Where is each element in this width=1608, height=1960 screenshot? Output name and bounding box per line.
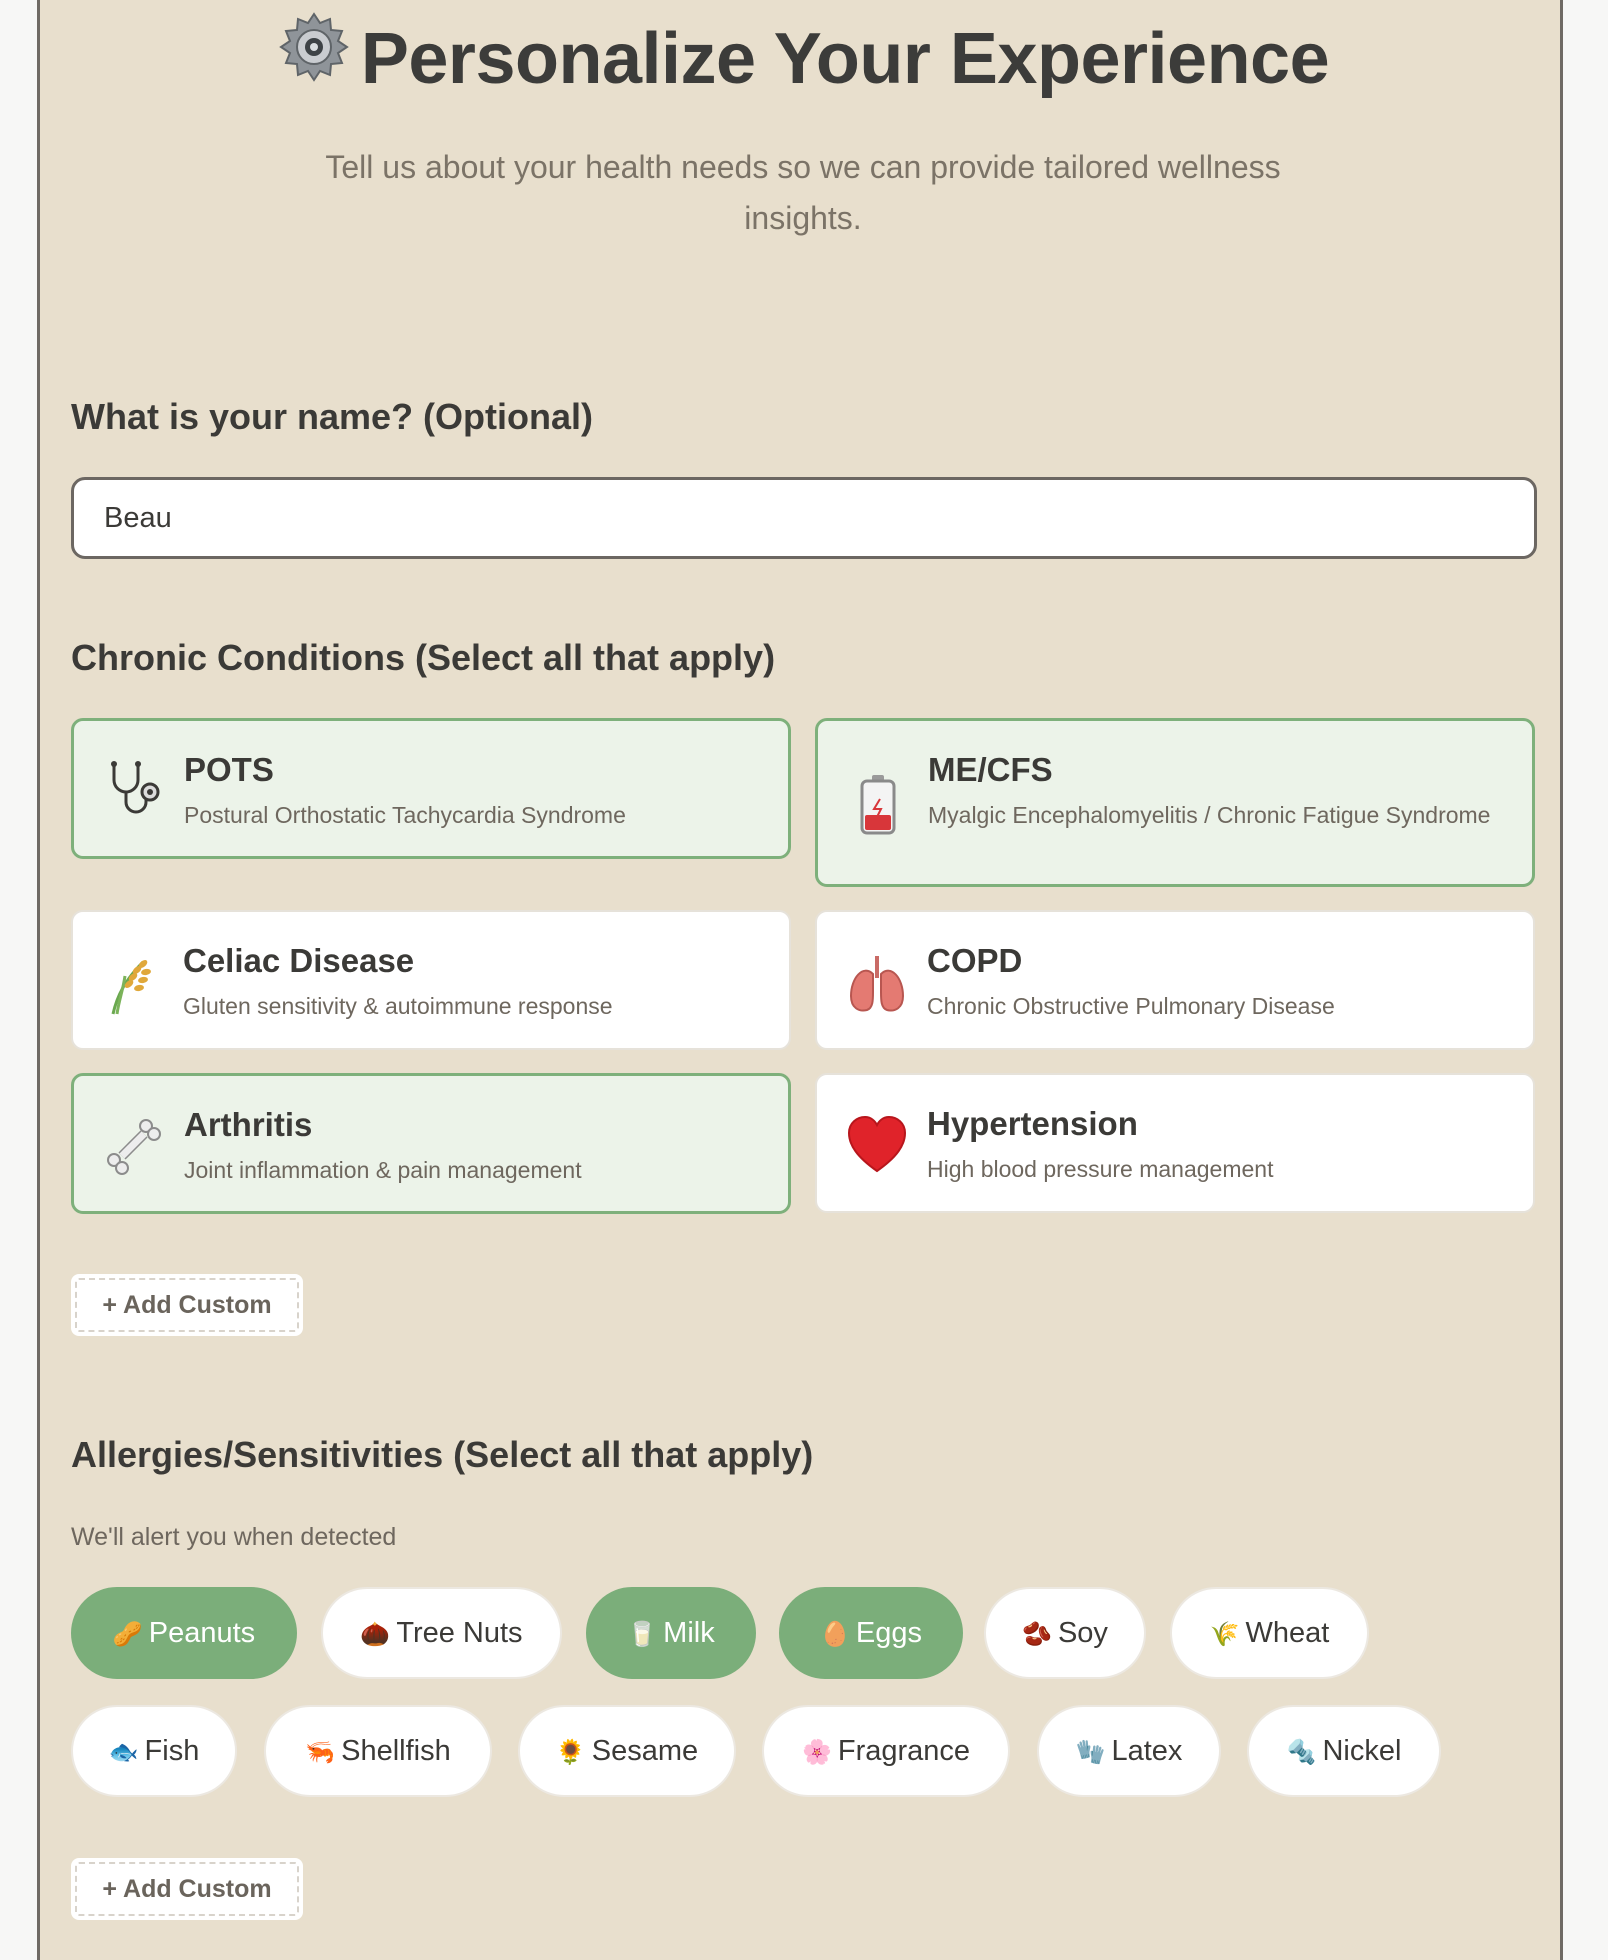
chip-label: Peanuts bbox=[148, 1617, 256, 1649]
allergy-chip-peanuts[interactable] bbox=[71, 1587, 297, 1679]
add-custom-allergy-button[interactable]: + Add Custom bbox=[71, 1858, 303, 1920]
allergy-chip-fish[interactable] bbox=[71, 1705, 237, 1797]
bone-icon bbox=[104, 1116, 164, 1176]
heart-icon bbox=[847, 1113, 907, 1173]
allergy-chip-nickel[interactable] bbox=[1247, 1705, 1441, 1797]
condition-card-hypertension[interactable] bbox=[815, 1073, 1535, 1213]
condition-card-celiac[interactable] bbox=[71, 910, 791, 1050]
wheat-icon: 🌾 bbox=[1209, 1621, 1240, 1648]
condition-card-me-cfs[interactable] bbox=[815, 718, 1535, 887]
chip-label: Soy bbox=[1057, 1617, 1108, 1649]
stethoscope-icon bbox=[104, 758, 164, 818]
condition-title: COPD bbox=[927, 942, 1023, 979]
chip-label: Tree Nuts bbox=[396, 1617, 523, 1649]
chip-label: Fragrance bbox=[837, 1735, 971, 1767]
allergy-chip-latex[interactable] bbox=[1037, 1705, 1221, 1797]
fish-icon: 🐟 bbox=[108, 1739, 139, 1766]
condition-title: Hypertension bbox=[927, 1105, 1138, 1142]
low-battery-icon bbox=[848, 773, 908, 833]
condition-desc: Joint inflammation & pain management bbox=[184, 1157, 582, 1183]
allergy-chip-shellfish[interactable] bbox=[264, 1705, 492, 1797]
allergy-chip-wheat[interactable] bbox=[1170, 1587, 1369, 1679]
chip-label: Nickel bbox=[1322, 1735, 1402, 1767]
condition-desc: Chronic Obstructive Pulmonary Disease bbox=[927, 993, 1335, 1019]
nut-bolt-icon: 🔩 bbox=[1286, 1739, 1317, 1766]
condition-desc: Gluten sensitivity & autoimmune response bbox=[183, 993, 613, 1019]
add-custom-condition-button[interactable]: + Add Custom bbox=[71, 1274, 303, 1336]
condition-card-arthritis[interactable] bbox=[71, 1073, 791, 1214]
name-label: What is your name? (Optional) bbox=[71, 396, 594, 437]
allergy-chip-sesame[interactable] bbox=[518, 1705, 736, 1797]
sunflower-icon: 🌻 bbox=[555, 1739, 586, 1766]
condition-title: Celiac Disease bbox=[183, 942, 415, 979]
conditions-label: Chronic Conditions (Select all that apply) bbox=[71, 637, 776, 678]
chip-label: Wheat bbox=[1245, 1617, 1330, 1649]
onboarding-panel bbox=[37, 0, 1563, 1960]
peanut-icon: 🥜 bbox=[112, 1621, 143, 1648]
cherry-blossom-icon: 🌸 bbox=[801, 1739, 832, 1766]
condition-desc: High blood pressure management bbox=[927, 1156, 1274, 1182]
allergy-chip-milk[interactable] bbox=[586, 1587, 756, 1679]
allergy-chip-tree-nuts[interactable] bbox=[321, 1587, 562, 1679]
chip-label: Fish bbox=[144, 1735, 200, 1767]
chip-label: Milk bbox=[663, 1617, 715, 1649]
chip-label: Eggs bbox=[855, 1617, 922, 1649]
chip-label: Sesame bbox=[591, 1735, 699, 1767]
chip-label: Latex bbox=[1111, 1735, 1183, 1767]
beans-icon: 🫘 bbox=[1022, 1621, 1052, 1648]
page-subtitle: Tell us about your health needs so we can provide tailored wellness insights. bbox=[325, 149, 1281, 236]
page-title-text: Personalize Your Experience bbox=[360, 19, 1330, 99]
allergy-chip-soy[interactable] bbox=[984, 1587, 1146, 1679]
condition-desc: Myalgic Encephalomyelitis / Chronic Fatigue Syndrome bbox=[928, 802, 1491, 828]
name-input[interactable] bbox=[71, 477, 1537, 559]
shrimp-icon: 🦐 bbox=[305, 1739, 336, 1766]
allergies-label: Allergies/Sensitivities (Select all that apply) bbox=[71, 1434, 814, 1475]
chip-label: Shellfish bbox=[341, 1735, 451, 1767]
lungs-icon bbox=[847, 952, 907, 1012]
condition-title: ME/CFS bbox=[928, 751, 1053, 788]
condition-title: POTS bbox=[184, 751, 274, 788]
condition-desc: Postural Orthostatic Tachycardia Syndrome bbox=[184, 802, 626, 828]
allergies-hint: We'll alert you when detected bbox=[71, 1523, 397, 1551]
page-title bbox=[40, 14, 1566, 111]
condition-card-pots[interactable] bbox=[71, 718, 791, 859]
wheat-icon bbox=[103, 952, 163, 1012]
condition-card-copd[interactable] bbox=[815, 910, 1535, 1050]
egg-icon: 🥚 bbox=[820, 1621, 850, 1648]
allergy-chip-fragrance[interactable] bbox=[762, 1705, 1010, 1797]
milk-glass-icon: 🥛 bbox=[627, 1621, 658, 1648]
allergy-chip-eggs[interactable] bbox=[779, 1587, 963, 1679]
gear-icon bbox=[277, 10, 351, 105]
glove-icon: 🧤 bbox=[1075, 1739, 1106, 1766]
chestnut-icon: 🌰 bbox=[360, 1621, 391, 1648]
condition-title: Arthritis bbox=[184, 1106, 313, 1143]
